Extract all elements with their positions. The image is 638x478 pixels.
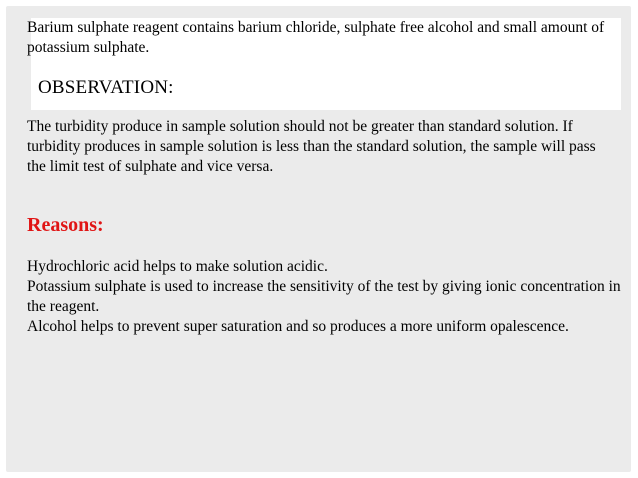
reason-item: Potassium sulphate is used to increase the sensitivity of the test by giving ionic concentration in the reagent. — [27, 278, 621, 315]
observation-heading: OBSERVATION: — [38, 77, 174, 98]
reason-item: Alcohol helps to prevent super saturation and so produces a more uniform opalescence. — [27, 318, 569, 335]
reasons-list — [27, 257, 622, 337]
reason-item: Hydrochloric acid helps to make solution acidic. — [27, 258, 328, 275]
intro-text: Barium sulphate reagent contains barium chloride, sulphate free alcohol and small amount of potassium sulphate. — [27, 19, 605, 56]
reasons-heading: Reasons: — [27, 214, 104, 236]
observation-text: The turbidity produce in sample solution should not be greater than standard solution. If turbidity produces in sample solution is less than the standard solution, the sample will pass the limit test of sulphate and vice versa. — [27, 118, 596, 175]
slide — [6, 6, 631, 472]
